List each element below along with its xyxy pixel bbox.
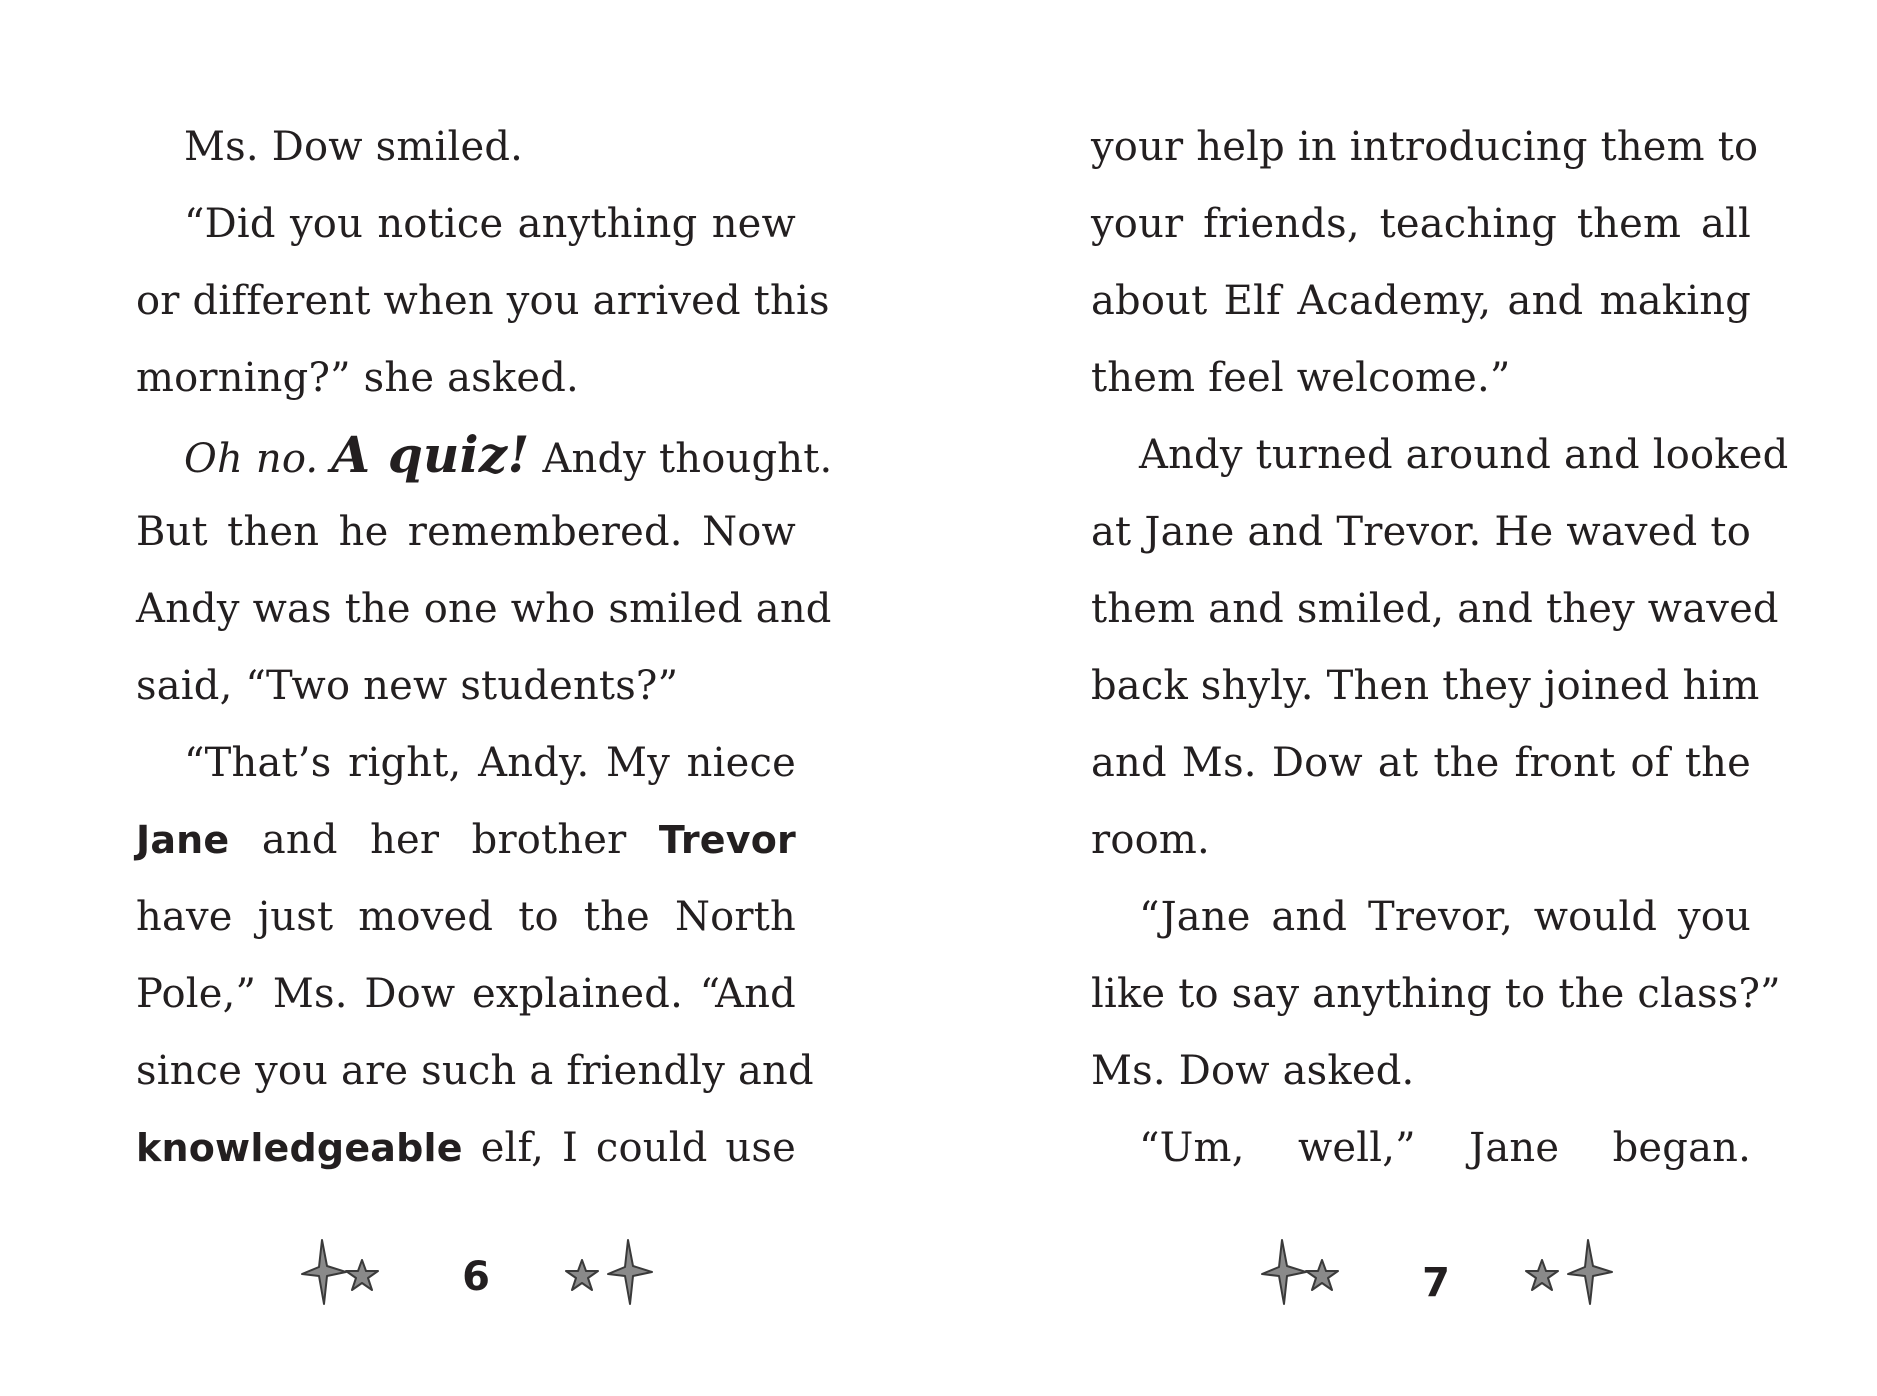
page-number: 6	[462, 1254, 490, 1300]
text-line: about Elf Academy, and making	[1091, 278, 1751, 324]
text-run: and her brother	[261, 817, 627, 863]
name-trevor: Trevor	[658, 818, 796, 862]
text-line: them and smiled, and they waved	[1091, 586, 1779, 632]
text-line: since you are such a friendly and	[136, 1048, 814, 1094]
oh-no-phrase: Oh no.	[184, 436, 319, 482]
text-line: back shyly. Then they joined him	[1091, 663, 1760, 709]
text-line	[136, 815, 796, 865]
name-jane: Jane	[136, 818, 230, 862]
text-run: Andy thought.	[542, 436, 833, 482]
text-line: Andy was the one who smiled and	[136, 586, 832, 632]
text-line: your help in introducing them to	[1091, 124, 1759, 170]
text-line: “Did you notice anything new	[184, 201, 796, 247]
sparkle-stars-icon	[562, 1238, 672, 1308]
text-line: Ms. Dow asked.	[1091, 1048, 1415, 1094]
text-line: “That’s right, Andy. My niece	[184, 740, 796, 786]
sparkle-stars-icon	[1260, 1238, 1370, 1308]
text-line: Ms. Dow smiled.	[184, 124, 524, 170]
right-page	[1091, 0, 1789, 1396]
text-line: said, “Two new students?”	[136, 663, 679, 709]
text-line: your friends, teaching them all	[1091, 201, 1751, 247]
text-line: Pole,” Ms. Dow explained. “And	[136, 971, 796, 1017]
word-knowledgeable: knowledgeable	[136, 1126, 463, 1170]
text-line: “Jane and Trevor, would you	[1139, 894, 1751, 940]
page-number: 7	[1422, 1260, 1450, 1306]
right-page-footer	[1260, 1238, 1620, 1318]
text-run: elf, I could use	[480, 1125, 796, 1171]
text-line	[136, 425, 833, 484]
text-line: But then he remembered. Now	[136, 509, 796, 555]
text-line: morning?” she asked.	[136, 355, 579, 401]
text-line: Andy turned around and looked	[1139, 432, 1789, 478]
left-page-footer	[300, 1238, 660, 1318]
text-line: or different when you arrived this	[136, 278, 830, 324]
left-page	[136, 0, 833, 1396]
text-line: and Ms. Dow at the front of the	[1091, 740, 1751, 786]
text-line: at Jane and Trevor. He waved to	[1091, 509, 1751, 555]
text-line: them feel welcome.”	[1091, 355, 1511, 401]
sparkle-stars-icon	[300, 1238, 410, 1308]
sparkle-stars-icon	[1522, 1238, 1632, 1308]
text-line: room.	[1091, 817, 1210, 863]
text-line: “Um, well,” Jane began.	[1139, 1125, 1751, 1171]
text-line	[136, 1123, 796, 1173]
quiz-exclamation: A quiz!	[331, 425, 530, 484]
text-line: like to say anything to the class?”	[1091, 971, 1781, 1017]
text-line: have just moved to the North	[136, 894, 796, 940]
